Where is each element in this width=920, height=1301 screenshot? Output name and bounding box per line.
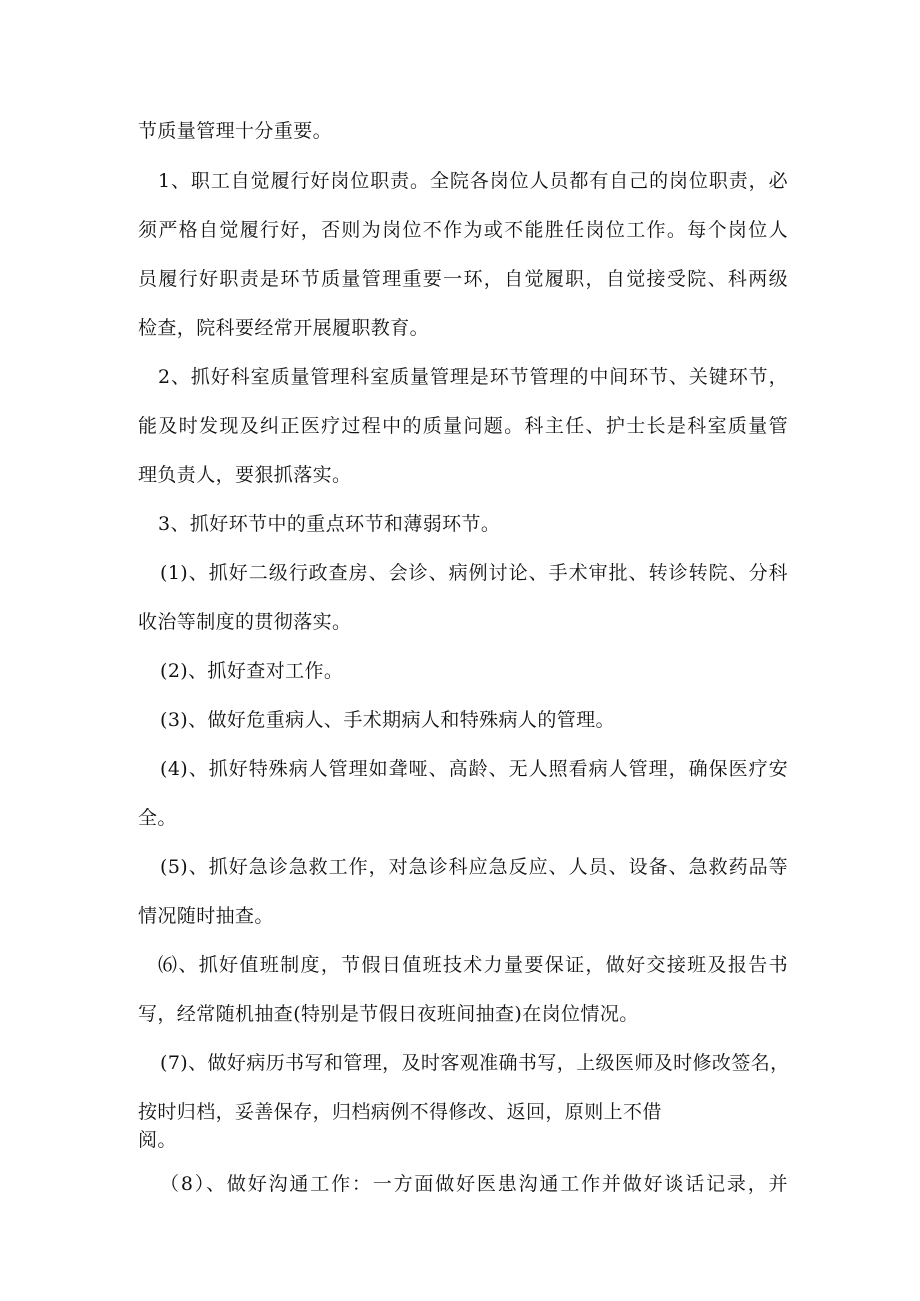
text-line: 理负责人，要狠抓落实。 — [138, 464, 352, 486]
text-line: (1)、抓好二级行政查房、会诊、病例讨论、手术审批、转诊转院、分科 — [160, 562, 788, 584]
text-line: 阅。 — [138, 1129, 177, 1151]
text-line: (5)、抓好急诊急救工作，对急诊科应急反应、人员、设备、急救药品等 — [160, 856, 788, 878]
text-line: (2)、抓好查对工作。 — [160, 660, 344, 682]
text-line: (7)、做好病历书写和管理，及时客观准确书写，上级医师及时修改签名， — [160, 1052, 790, 1074]
text-line: 收治等制度的贯彻落实。 — [138, 611, 352, 633]
text-line: 按时归档，妥善保存，归档病例不得修改、返回，原则上不借 — [138, 1101, 662, 1123]
text-line: 须严格自觉履行好，否则为岗位不作为或不能胜任岗位工作。每个岗位人 — [138, 219, 788, 241]
text-line: 全。 — [138, 807, 177, 829]
text-line: 员履行好职责是环节质量管理重要一环，自觉履职，自觉接受院、科两级 — [138, 268, 788, 290]
text-line: （8）、做好沟通工作：一方面做好医患沟通工作并做好谈话记录，并 — [160, 1173, 788, 1195]
text-line: 节质量管理十分重要。 — [138, 120, 333, 142]
text-line: (4)、抓好特殊病人管理如聋哑、高龄、无人照看病人管理，确保医疗安 — [160, 758, 788, 780]
text-line: (3)、做好危重病人、手术期病人和特殊病人的管理。 — [160, 709, 615, 731]
text-line: 写，经常随机抽查(特别是节假日夜班间抽查)在岗位情况。 — [138, 1003, 639, 1025]
text-line: 3、抓好环节中的重点环节和薄弱环节。 — [158, 513, 501, 535]
text-line: 检查，院科要经常开展履职教育。 — [138, 317, 430, 339]
text-line: 能及时发现及纠正医疗过程中的质量问题。科主任、护士长是科室质量管 — [138, 415, 788, 437]
text-line: 2、抓好科室质量管理科室质量管理是环节管理的中间环节、关键环节， — [158, 366, 788, 388]
text-line: ⑹、抓好值班制度，节假日值班技术力量要保证，做好交接班及报告书 — [158, 954, 788, 976]
text-line: 1、职工自觉履行好岗位职责。全院各岗位人员都有自己的岗位职责，必 — [158, 170, 788, 192]
text-line: 情况随时抽查。 — [138, 905, 274, 927]
